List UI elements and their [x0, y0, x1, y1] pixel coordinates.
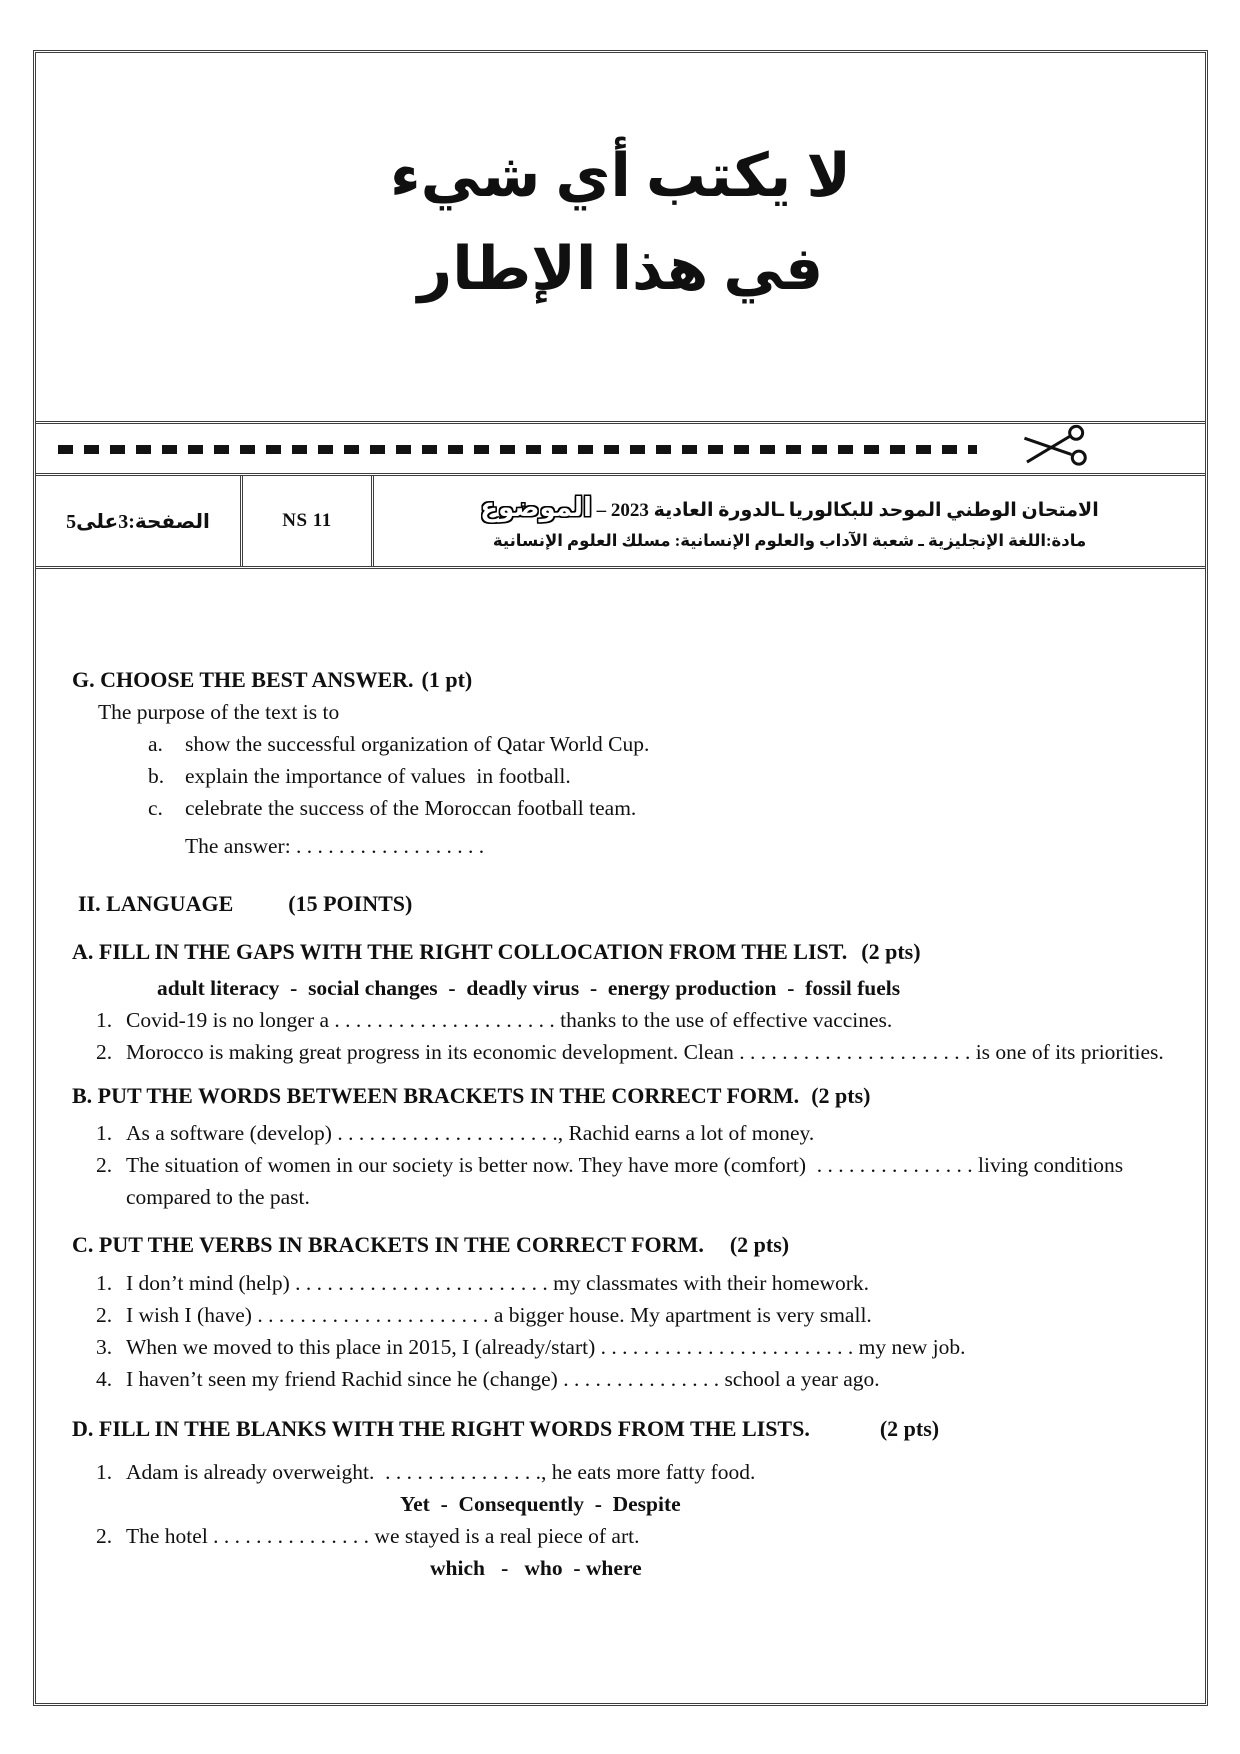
section-a-title: A. FILL IN THE GAPS WITH THE RIGHT COLLOCATION FROM THE LIST. — [72, 939, 848, 964]
do-not-write-line1: لا يكتب أي شيء — [389, 143, 852, 209]
item-text: The situation of women in our society is better now. They have more (comfort) . . . . . . . . . . . . . . . living conditions compared to the past. — [126, 1153, 1129, 1209]
reference-code-cell: NS 11 — [243, 476, 374, 566]
item-text: The hotel . . . . . . . . . . . . . . . we stayed is a real piece of art. — [126, 1524, 640, 1548]
section-g-title: G. CHOOSE THE BEST ANSWER. — [72, 667, 414, 692]
section-d-title: D. FILL IN THE BLANKS WITH THE RIGHT WORDS FROM THE LISTS. — [72, 1416, 810, 1441]
exam-title-cell — [374, 476, 1205, 566]
section-d-points: (2 pts) — [879, 1416, 940, 1441]
section-c-item-1 — [96, 1267, 1165, 1299]
do-not-write-frame — [36, 53, 1205, 424]
option-a-text: show the successful organization of Qatar World Cup. — [185, 732, 650, 756]
section-c-item-4 — [96, 1363, 1165, 1395]
exam-subject-word: الموضوع — [480, 493, 592, 522]
section-b-item-1 — [96, 1117, 1165, 1149]
section-a-item-1 — [96, 1004, 1165, 1036]
exam-header — [36, 476, 1205, 569]
scissors-icon — [1023, 424, 1090, 479]
section-c-item-2 — [96, 1299, 1165, 1331]
exam-title-line — [480, 488, 1098, 528]
item-text: Morocco is making great progress in its economic development. Clean . . . . . . . . . . . . . . . . . . . . . . is one of its priorities. — [126, 1040, 1164, 1064]
page-number-cell: الصفحة:3على5 — [36, 476, 243, 566]
section-d-word-bank-1: Yet - Consequently - Despite — [400, 1492, 681, 1516]
section-c-heading — [72, 1229, 1165, 1261]
exam-body — [36, 569, 1205, 1703]
section-a-item-2 — [96, 1036, 1165, 1068]
option-b — [148, 760, 1165, 792]
section-c-points: (2 pts) — [729, 1232, 790, 1257]
item-number: 4. — [96, 1367, 113, 1391]
part-language-title: II. LANGUAGE — [78, 891, 234, 916]
item-number: 2. — [96, 1303, 113, 1327]
item-text: As a software (develop) . . . . . . . . . . . . . . . . . . . . ., Rachid earns a lot of money. — [126, 1121, 815, 1145]
section-b-heading — [72, 1080, 1165, 1112]
item-number: 3. — [96, 1335, 113, 1359]
answer-blank-line: The answer: . . . . . . . . . . . . . . . . . . — [185, 834, 485, 858]
exam-subtitle-line: مادة:اللغة الإنجليزية ـ شعبة الآداب والعلوم الإنسانية: مسلك العلوم الإنسانية — [492, 531, 1087, 551]
section-g-points: (1 pt) — [421, 667, 473, 692]
section-a-heading — [72, 936, 1165, 968]
part-language-heading — [78, 888, 1165, 920]
section-g-heading — [72, 664, 1165, 696]
section-a-points: (2 pts) — [861, 939, 921, 964]
section-d-word-bank-2: which - who - where — [430, 1556, 642, 1580]
option-b-text: explain the importance of values in football. — [185, 764, 571, 788]
document-frame — [33, 50, 1208, 1706]
item-number: 2. — [96, 1040, 113, 1064]
section-d-item-1 — [96, 1456, 1165, 1488]
item-text: When we moved to this place in 2015, I (already/start) . . . . . . . . . . . . . . . . . . . . . . . . my new job. — [126, 1335, 966, 1359]
option-a-letter: a. — [148, 732, 163, 756]
part-language-points: (15 POINTS) — [288, 891, 413, 916]
option-c-letter: c. — [148, 796, 163, 820]
cut-line-strip — [36, 424, 1205, 476]
item-number: 2. — [96, 1524, 113, 1548]
section-d-heading — [72, 1413, 1165, 1445]
item-text: I wish I (have) . . . . . . . . . . . . . . . . . . . . . . a bigger house. My apartment is very small. — [126, 1303, 872, 1327]
item-text: Adam is already overweight. . . . . . . . . . . . . . . ., he eats more fatty food. — [126, 1460, 756, 1484]
do-not-write-text — [390, 130, 851, 316]
do-not-write-line2: في هذا الإطار — [417, 236, 824, 302]
section-c-title: C. PUT THE VERBS IN BRACKETS IN THE CORRECT FORM. — [72, 1232, 704, 1257]
section-c-item-3 — [96, 1331, 1165, 1363]
option-b-letter: b. — [148, 764, 165, 788]
section-b-title: B. PUT THE WORDS BETWEEN BRACKETS IN THE CORRECT FORM. — [72, 1083, 800, 1108]
section-b-points: (2 pts) — [811, 1083, 871, 1108]
item-text: I haven’t seen my friend Rachid since he (change) . . . . . . . . . . . . . . . school a year ago. — [126, 1367, 880, 1391]
item-text: Covid-19 is no longer a . . . . . . . . . . . . . . . . . . . . . thanks to the use of effective vaccines. — [126, 1008, 893, 1032]
section-a-word-bank: adult literacy - social changes - deadly virus - energy production - fossil fuels — [157, 976, 901, 1000]
exam-title-text: الامتحان الوطني الموحد للبكالوريا ـالدورة العادية 2023 – — [596, 500, 1099, 521]
section-b-item-2 — [96, 1149, 1165, 1213]
item-number: 1. — [96, 1008, 113, 1032]
item-number: 1. — [96, 1460, 113, 1484]
section-d-item-2 — [96, 1520, 1165, 1552]
section-g-stem: The purpose of the text is to — [98, 700, 340, 724]
option-c-text: celebrate the success of the Moroccan football team. — [185, 796, 637, 820]
item-number: 2. — [96, 1153, 113, 1177]
item-number: 1. — [96, 1271, 113, 1295]
item-number: 1. — [96, 1121, 113, 1145]
option-a — [148, 728, 1165, 760]
item-text: I don’t mind (help) . . . . . . . . . . . . . . . . . . . . . . . . my classmates with their homework. — [126, 1271, 870, 1295]
cut-dashed-line — [58, 445, 977, 454]
option-c — [148, 792, 1165, 824]
